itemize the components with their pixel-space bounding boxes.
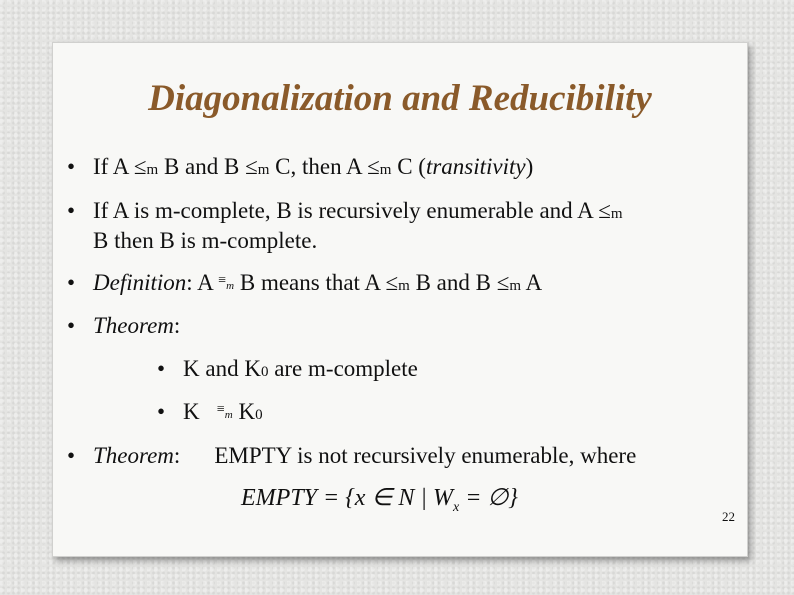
text-span: : A (186, 270, 219, 295)
text-span: Theorem (93, 313, 174, 338)
text-span: m (610, 206, 623, 222)
text-span: ≤ (385, 270, 399, 295)
bullet-m-complete (67, 198, 623, 224)
text-span: A (521, 270, 543, 295)
text-span: transitivity (425, 154, 526, 179)
text-span: are m-complete (268, 356, 418, 381)
text-span: : (173, 443, 181, 468)
text-span: C ( (391, 154, 426, 179)
text-span: m (146, 162, 159, 178)
text-span: B and B (158, 154, 246, 179)
bullet-definition (67, 270, 542, 296)
text-span: K (232, 399, 256, 424)
text-span: • (157, 399, 166, 424)
bullet-theorem-1 (67, 313, 180, 339)
text-span: 0 (255, 407, 263, 423)
slide-title: Diagonalization and Reducibility (148, 78, 652, 119)
text-span: m (224, 409, 233, 421)
slide (52, 42, 748, 557)
text-span: B means that A (234, 270, 386, 295)
text-span: = ∅} (459, 485, 518, 511)
text-span: • (67, 154, 76, 179)
text-span: Theorem (93, 443, 174, 468)
text-span: 0 (260, 364, 269, 380)
text-span: B and B (409, 270, 497, 295)
page-number: 22 (722, 509, 735, 524)
text-span: EMPTY = {x ∈ N | W (241, 485, 453, 511)
text-span: m (398, 278, 410, 294)
bullet-transitivity (67, 154, 533, 180)
text-span: If A (93, 154, 134, 179)
text-span: • (67, 198, 76, 223)
text-span: ≤ (245, 154, 258, 179)
text-span: m (379, 162, 392, 178)
text-span: ≤ (133, 154, 147, 179)
text-span: If A is m-complete, B is recursively enumerable and A (93, 198, 599, 223)
text-span: • (157, 356, 166, 381)
text-span: Definition (93, 270, 187, 295)
text-span: m (509, 278, 522, 294)
text-span: • (67, 443, 76, 468)
empty-formula (241, 483, 518, 516)
text-span: ≤ (367, 154, 380, 179)
sub-bullet-equivalence (157, 399, 263, 425)
text-span: ) (525, 154, 534, 179)
sub-bullet-complete (157, 356, 418, 382)
text-span: x (452, 499, 460, 515)
text-span: • (67, 313, 76, 338)
text-span: m (257, 162, 270, 178)
text-span: ≤ (496, 270, 510, 295)
text-span: m (226, 280, 235, 292)
bullet-m-complete-cont: B then B is m-complete. (93, 228, 318, 253)
text-span: ≡ (218, 273, 227, 288)
text-span: : (173, 313, 181, 338)
text-span: C, then A (269, 154, 368, 179)
text-span: • (67, 270, 76, 295)
text-span: EMPTY is not recursively enumerable, where (214, 443, 637, 468)
text-span: ≤ (598, 198, 611, 223)
text-span: ≡ (216, 402, 225, 417)
bullet-theorem-2 (67, 443, 636, 469)
text-span: K and K (183, 356, 261, 381)
text-span: K (183, 399, 206, 424)
